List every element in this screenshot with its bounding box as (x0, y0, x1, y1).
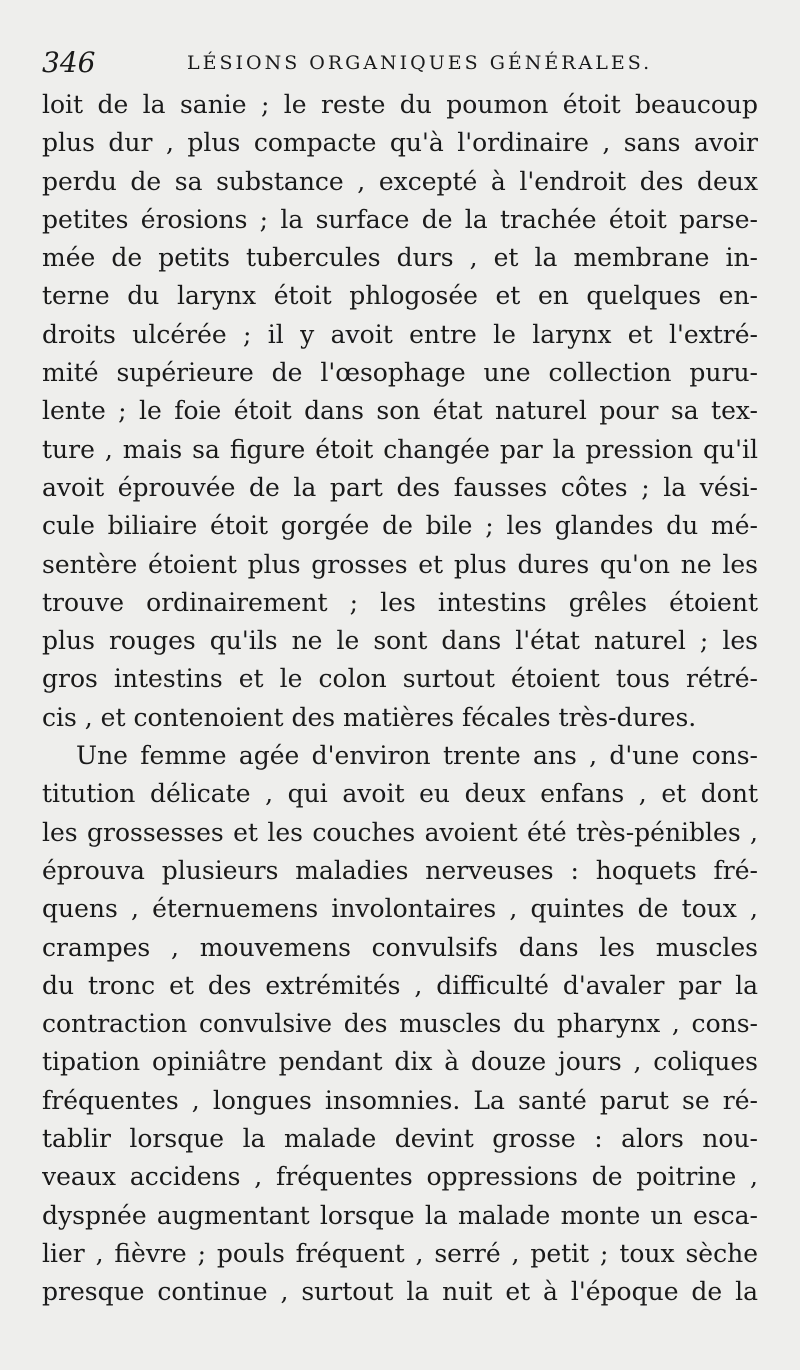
text-line: trouve ordinairement ; les intestins grêles étoient (42, 587, 758, 617)
text-line: mité supérieure de l'œsophage une collection puru- (42, 358, 758, 388)
text-line: plus rouges qu'ils ne le sont dans l'état naturel ; les (42, 626, 758, 656)
text-line: perdu de sa substance , excepté à l'endroit des deux (42, 166, 758, 196)
text-line: tablir lorsque la malade devint grosse : alors nou- (42, 1124, 758, 1154)
text-line: fréquentes , longues insomnies. La santé parut se ré- (42, 1085, 758, 1115)
text-line: dyspnée augmentant lorsque la malade monte un esca- (42, 1200, 758, 1230)
running-head: LÉSIONS ORGANIQUES GÉNÉRALES. (187, 52, 653, 74)
text-line: contraction convulsive des muscles du pharynx , cons- (42, 1009, 758, 1039)
text-line: petites érosions ; la surface de la trachée étoit parse- (42, 204, 758, 234)
text-line: loit de la sanie ; le reste du poumon étoit beaucoup (42, 90, 758, 119)
text-line: quens , éternuemens involontaires , quintes de toux , (42, 894, 758, 924)
text-line: avoit éprouvée de la part des fausses côtes ; la vési- (42, 472, 758, 502)
text-line: du tronc et des extrémités , difficulté d'avaler par la (42, 970, 758, 1000)
text-line: gros intestins et le colon surtout étoient tous rétré- (42, 664, 758, 694)
text-line: les grossesses et les couches avoient été très-pénibles , (42, 817, 758, 847)
page-body (42, 86, 758, 1312)
text-line: lier , fièvre ; pouls fréquent , serré , petit ; toux sèche (42, 1238, 758, 1268)
text-line: Une femme agée d'environ trente ans , d'une cons- (76, 741, 758, 771)
text-line: presque continue , surtout la nuit et à l'époque de la (42, 1277, 758, 1307)
paragraph-1 (42, 86, 758, 737)
text-line: titution délicate , qui avoit eu deux enfans , et dont (42, 779, 758, 809)
text-line: éprouva plusieurs maladies nerveuses : hoquets fré- (42, 855, 758, 885)
page-number: 346 (42, 46, 96, 79)
text-line: plus dur , plus compacte qu'à l'ordinaire , sans avoir (42, 128, 758, 158)
page-header (40, 46, 760, 80)
text-line: droits ulcérée ; il y avoit entre le larynx et l'extré- (42, 319, 758, 349)
text-line: lente ; le foie étoit dans son état naturel pour sa tex- (42, 396, 758, 426)
text-line: terne du larynx étoit phlogosée et en quelques en- (42, 281, 758, 311)
text-line: crampes , mouvemens convulsifs dans les muscles (42, 932, 758, 962)
paragraph-2 (42, 737, 758, 1311)
text-line: tipation opiniâtre pendant dix à douze jours , coliques (42, 1047, 758, 1077)
text-line: veaux accidens , fréquentes oppressions de poitrine , (42, 1162, 758, 1192)
text-line: sentère étoient plus grosses et plus dures qu'on ne les (42, 549, 758, 579)
text-line: cis , et contenoient des matières fécales très-dures. (42, 702, 697, 732)
text-line: ture , mais sa figure étoit changée par la pression qu'il (42, 434, 758, 464)
text-line: cule biliaire étoit gorgée de bile ; les glandes du mé- (42, 511, 758, 541)
text-line: mée de petits tubercules durs , et la membrane in- (42, 243, 758, 273)
